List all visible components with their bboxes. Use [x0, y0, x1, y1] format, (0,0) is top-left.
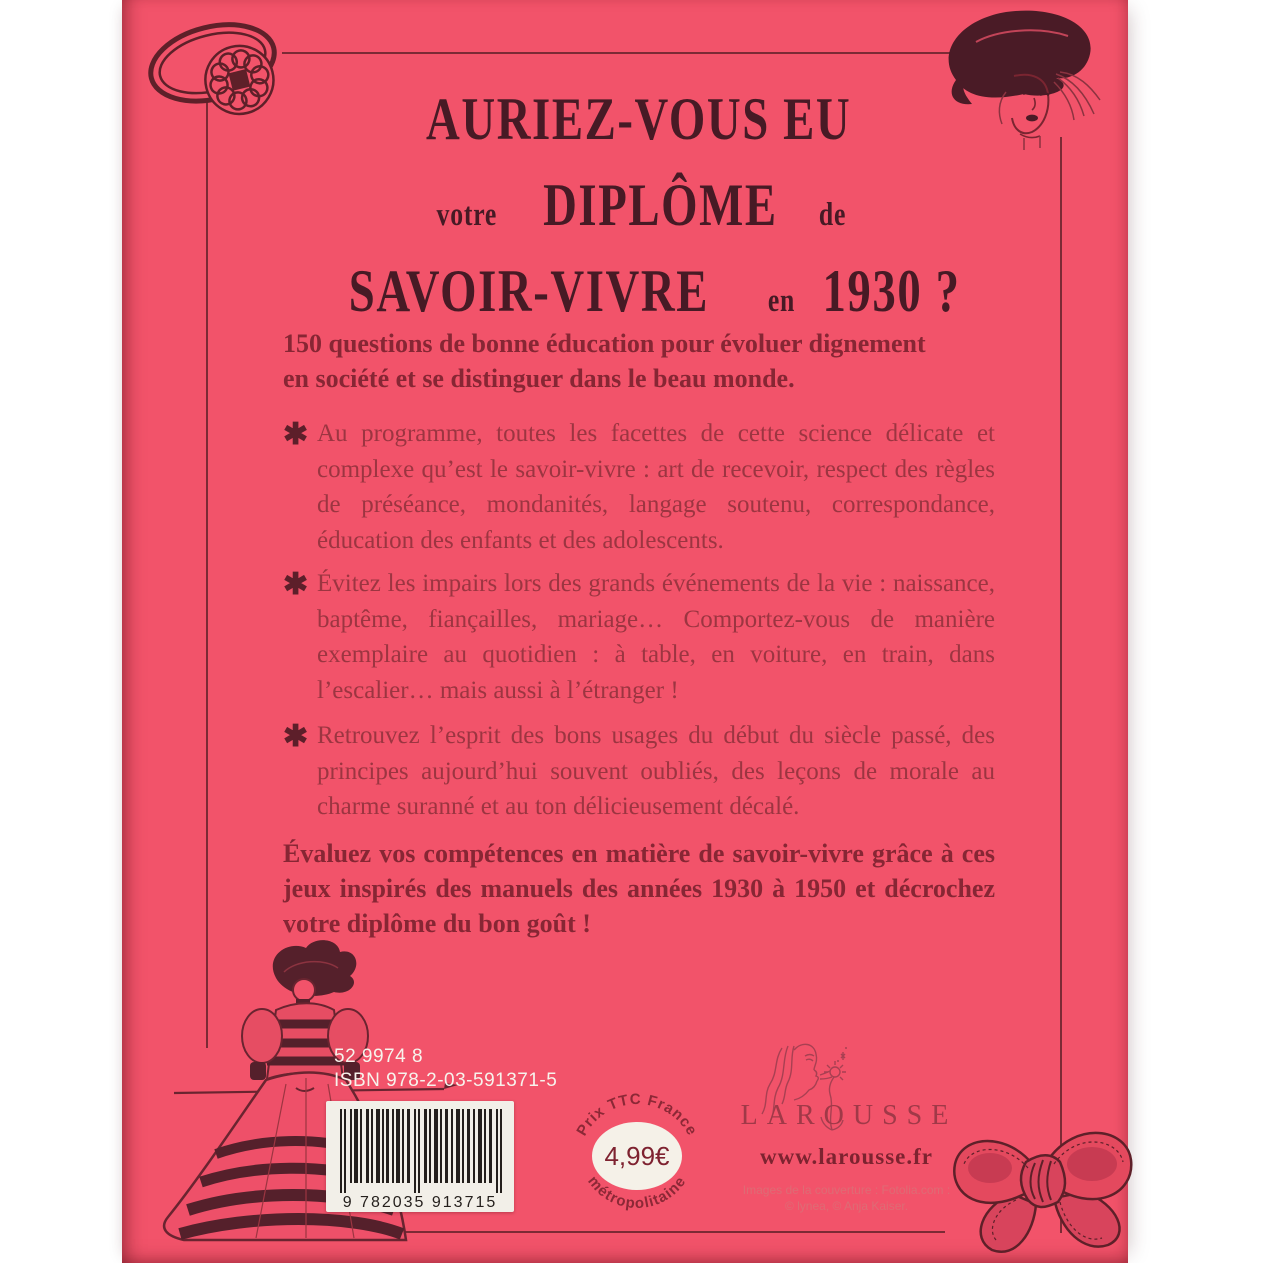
title-block	[283, 84, 995, 342]
intro-line-1: 150 questions de bonne éducation pour évoluer dignement	[283, 329, 926, 358]
title-line-2-big: DIPLÔME	[543, 172, 778, 238]
bow-icon	[942, 1106, 1142, 1258]
ring-icon	[136, 6, 306, 131]
barcode-bars	[326, 1101, 514, 1212]
title-line-3-big: SAVOIR-VIVRE	[348, 258, 710, 324]
price-value: 4,99€	[604, 1141, 670, 1171]
price-badge-icon	[557, 1080, 717, 1230]
ring-illustration	[136, 6, 306, 131]
larousse-logo-text: LAROUSSE	[740, 1100, 958, 1131]
isbn-number: ISBN 978-2-03-591371-5	[334, 1070, 558, 1091]
asterisk-bullet-icon: ✱	[283, 568, 309, 601]
bullet-text: Au programme, toutes les facettes de cette science délicate et complexe qu’est le savoir-vivre : art de recevoir, respect des règles de préséance, mondanités, langage soutenu, correspondance, éducation des enfants et des adolescents.	[317, 420, 995, 554]
barcode-number: 9 782035 913715	[342, 1194, 498, 1211]
title-line-3-year: 1930 ?	[822, 258, 961, 324]
bullet-item	[283, 566, 995, 708]
closing-paragraph: Évaluez vos compétences en matière de savoir-vivre grâce à ces jeux inspirés des manuels des années 1930 à 1950 et décrochez votre diplôme du bon goût !	[283, 839, 995, 938]
bullet-text: Retrouvez l’esprit des bons usages du début du siècle passé, des principes aujourd’hui souvent oubliés, des leçons de morale au charme suranné et au ton délicieusement décalé.	[317, 722, 995, 820]
bow-illustration	[942, 1106, 1142, 1258]
title-line-2-small-2: de	[818, 197, 846, 233]
price-arc-top: Prix TTC France	[573, 1090, 701, 1139]
publisher-website: www.larousse.fr	[759, 1144, 933, 1169]
frame-top-line	[282, 52, 963, 54]
bullet-item	[283, 416, 995, 558]
intro-paragraph	[283, 326, 995, 396]
print-code: 52 9974 8	[334, 1046, 424, 1067]
credits-line-1: Images de la couverture : Fotolia.com :	[742, 1183, 951, 1197]
asterisk-bullet-icon: ✱	[283, 720, 309, 753]
frame-right-line	[1060, 137, 1062, 1233]
bullet-item	[283, 718, 995, 825]
credits-line-2: © lynea, © Anja Kaiser.	[784, 1199, 909, 1213]
title-line-3-small: en	[767, 283, 796, 319]
asterisk-bullet-icon: ✱	[283, 418, 309, 451]
title-line-1: AURIEZ-VOUS EU	[426, 86, 852, 152]
title-line-2-small-1: votre	[436, 197, 498, 233]
bullet-text: Évitez les impairs lors des grands événements de la vie : naissance, baptême, fiançailles, mariage… Comportez-vous de manière exemplaire au quotidien : à table, en voiture, en train, dans l’escalier… mais aussi à l’étranger !	[317, 570, 995, 704]
price-arc-bottom: métropolitaine	[584, 1172, 690, 1213]
cover-credits	[724, 1182, 969, 1214]
book-cover	[122, 0, 1128, 1263]
intro-line-2: en société et se distinguer dans le beau monde.	[283, 364, 795, 393]
price-badge	[557, 1080, 717, 1230]
frame-left-line	[206, 100, 208, 1048]
barcode	[326, 1101, 514, 1212]
